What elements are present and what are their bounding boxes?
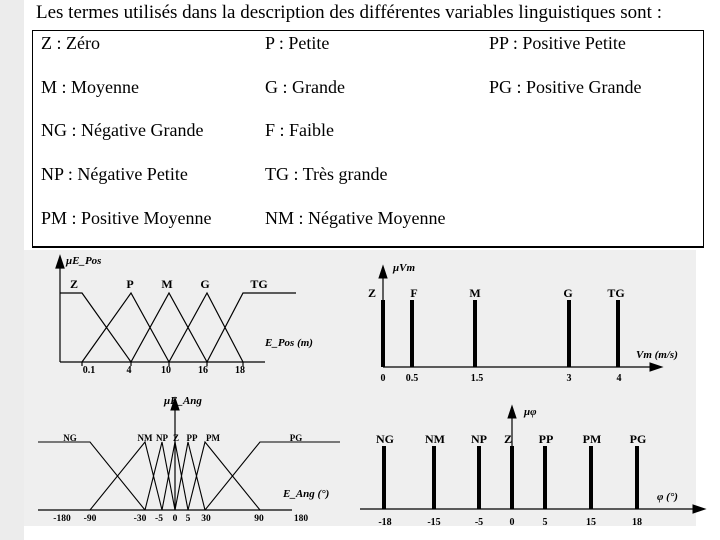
tick-label: 5 xyxy=(542,517,548,528)
set-label: G xyxy=(200,277,210,291)
phi-diagram xyxy=(360,406,705,513)
mf-nm xyxy=(90,442,162,510)
tick-label: -30 xyxy=(133,514,147,524)
tick-label: 0.5 xyxy=(405,373,419,384)
tick-label: 0 xyxy=(380,373,386,384)
phi-y-label: μφ xyxy=(524,406,537,418)
set-label: Z xyxy=(367,286,377,300)
set-label: TG xyxy=(607,286,625,300)
tick-label: 18 xyxy=(632,517,642,528)
term-cell: P : Petite xyxy=(265,33,330,53)
tick-label: 180 xyxy=(293,514,309,524)
phi-x-arrow xyxy=(693,505,705,513)
set-label: NM xyxy=(425,432,445,446)
vm-y-label: μVm xyxy=(393,262,416,274)
mf-p xyxy=(82,293,169,362)
tick-label: 30 xyxy=(201,514,211,524)
term-cell: NM : Négative Moyenne xyxy=(265,208,446,228)
set-label: F xyxy=(410,286,418,300)
tick-label: 15 xyxy=(586,517,596,528)
e-pos-y-label: μE_Pos xyxy=(66,255,102,267)
intro-text: Les termes utilisés dans la description des différentes variables linguistiques sont : xyxy=(36,2,662,23)
term-cell: NG : Négative Grande xyxy=(41,120,204,140)
mf-tg xyxy=(207,293,296,362)
set-label: NG xyxy=(63,433,77,443)
tick-label: 4 xyxy=(126,365,132,376)
set-label: NP xyxy=(156,433,168,443)
mf-pm xyxy=(188,442,260,510)
set-label: PP xyxy=(186,433,198,443)
term-cell: NP : Négative Petite xyxy=(41,164,188,184)
set-label: M xyxy=(161,277,173,291)
tick-label: 0 xyxy=(172,514,178,524)
vm-diagram xyxy=(379,266,662,371)
set-label: TG xyxy=(250,277,268,291)
tick-label: -18 xyxy=(378,517,392,528)
tick-label: 5 xyxy=(185,514,191,524)
tick-label: 0 xyxy=(509,517,515,528)
term-cell: TG : Très grande xyxy=(265,164,388,184)
e-pos-y-arrow xyxy=(56,256,64,268)
tick-label: 4 xyxy=(616,373,622,384)
tick-label: 10 xyxy=(161,365,171,376)
tick-label: 16 xyxy=(198,365,208,376)
set-label: G xyxy=(563,286,573,300)
set-label: PM xyxy=(582,432,602,446)
term-cell: M : Moyenne xyxy=(41,77,139,97)
phi-x-label: φ (°) xyxy=(657,491,678,503)
e-ang-x-label: E_Ang (°) xyxy=(283,488,330,500)
set-label: NM xyxy=(137,433,153,443)
tick-label: 0.1 xyxy=(82,365,96,376)
tick-label: -15 xyxy=(427,517,441,528)
tick-label: -5 xyxy=(155,514,163,524)
mf-z xyxy=(60,293,131,362)
tick-label: 90 xyxy=(254,514,264,524)
e-pos-diagram xyxy=(56,256,296,366)
e-pos-x-label: E_Pos (m) xyxy=(265,337,313,349)
set-label: Z xyxy=(503,432,513,446)
set-label: M xyxy=(469,286,481,300)
set-label: NG xyxy=(376,432,394,446)
set-label: PP xyxy=(538,432,554,446)
e-ang-y-label: μE_Ang xyxy=(164,395,202,407)
tick-label: -5 xyxy=(474,517,484,528)
term-cell: Z : Zéro xyxy=(41,33,100,53)
mf-ng xyxy=(38,442,145,510)
tick-label: -90 xyxy=(83,514,97,524)
term-cell: G : Grande xyxy=(265,77,345,97)
tick-label: 18 xyxy=(235,365,245,376)
term-cell: F : Faible xyxy=(265,120,335,140)
mf-m xyxy=(131,293,207,362)
vm-y-arrow xyxy=(379,266,387,278)
term-cell: PG : Positive Grande xyxy=(489,77,642,97)
set-label: P xyxy=(126,277,134,291)
set-label: PG xyxy=(629,432,647,446)
vm-x-label: Vm (m/s) xyxy=(636,349,678,361)
vm-x-arrow xyxy=(650,363,662,371)
term-cell: PP : Positive Petite xyxy=(489,33,626,53)
set-label: Z xyxy=(172,433,180,443)
set-label: PG xyxy=(289,433,303,443)
tick-label: 1.5 xyxy=(470,373,484,384)
set-label: PM xyxy=(206,433,220,443)
tick-label: -180 xyxy=(53,514,71,524)
phi-y-arrow xyxy=(508,406,516,418)
mf-g xyxy=(169,293,243,362)
set-label: Z xyxy=(69,277,79,291)
term-cell: PM : Positive Moyenne xyxy=(41,208,212,228)
tick-label: 3 xyxy=(566,373,572,384)
set-label: NP xyxy=(471,432,487,446)
